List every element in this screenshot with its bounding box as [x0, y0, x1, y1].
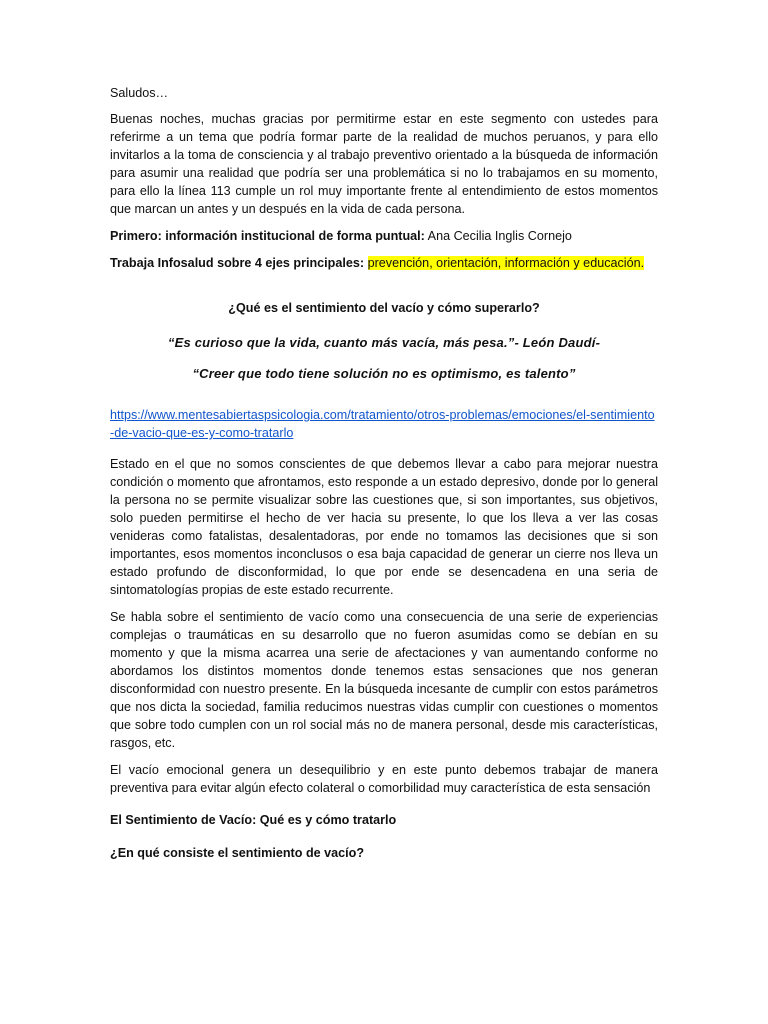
axes-line [110, 254, 658, 272]
body-paragraph-1: Estado en el que no somos conscientes de que debemos llevar a cabo para mejorar nuestra condición o momento que afrontamos, esto responde a un estado depresivo, donde por lo general la persona no se permite visualizar sobre las cuestiones que, si son importantes, sus objetivos, solo pueden permitirse el hecho de ver hacia su presente, lo que los lleva a ver las cosas venideras como fatalistas, desalentadoras, por ende no tomamos las decisiones que si son importantes, esos momentos inconclusos o esa baja capacidad de generar un cierre nos lleva un estado profundo de disconformidad, lo que por ende se desencadena en una seria de sintomatologías propias de este estado recurrente. [110, 457, 658, 597]
axes-value-highlight: prevención, orientación, información y educación. [367, 256, 645, 270]
first-label: Primero: información institucional de forma puntual: [110, 229, 425, 243]
source-link[interactable]: https://www.mentesabiertaspsicologia.com/tratamiento/otros-problemas/emociones/el-sentimiento-de-vacio-que-es-y-como-tratarlo [110, 408, 655, 440]
quote-daudi: “Es curioso que la vida, cuanto más vacía, más pesa.”- León Daudí- [167, 335, 601, 350]
section-heading-2: ¿En qué consiste el sentimiento de vacío? [110, 846, 365, 860]
axes-label: Trabaja Infosalud sobre 4 ejes principales: [110, 256, 365, 270]
body-paragraph-2: Se habla sobre el sentimiento de vacío como una consecuencia de una serie de experiencias complejas o traumáticas en su desarrollo que no fueron asumidas como se debían en su momento y que la misma acarrea una serie de afectaciones y van aumentando conforme no abordamos los distintos momentos donde tenemos estas sensaciones que nos generan disconformidad con nuestro presente. En la búsqueda incesante de cumplir con estos parámetros que nos dicta la sociedad, familia reducimos nuestras vidas cumplir con cuestiones o momentos que sobre todo cumplen con un rol social más no de manera personal, desde mis características, rasgos, etc. [110, 610, 658, 750]
greeting: Saludos… [110, 86, 169, 100]
quote-talento: “Creer que todo tiene solución no es optimismo, es talento” [192, 366, 576, 381]
body-paragraph-3: El vacío emocional genera un desequilibrio y en este punto debemos trabajar de manera preventiva para evitar algún efecto colateral o comorbilidad muy característica de esta sensación [110, 763, 658, 795]
question-heading: ¿Qué es el sentimiento del vacío y cómo superarlo? [228, 301, 540, 315]
first-value: Ana Cecilia Inglis Cornejo [424, 229, 572, 243]
intro-paragraph: Buenas noches, muchas gracias por permitirme estar en este segmento con ustedes para referirme a un tema que podría formar parte de la realidad de muchos peruanos, y para ello invitarlos a la toma de consciencia y al trabajo preventivo orientado a la búsqueda de información para asumir una realidad que podría ser una problemática si no lo trabajamos en su momento, para ello la línea 113 cumple un rol muy importante frente al entendimiento de estos momentos que marcan un antes y un después en la vida de cada persona. [110, 112, 658, 216]
institutional-info-line [110, 227, 658, 245]
section-heading-1: El Sentimiento de Vacío: Qué es y cómo tratarlo [110, 813, 397, 827]
document-page [110, 84, 658, 862]
